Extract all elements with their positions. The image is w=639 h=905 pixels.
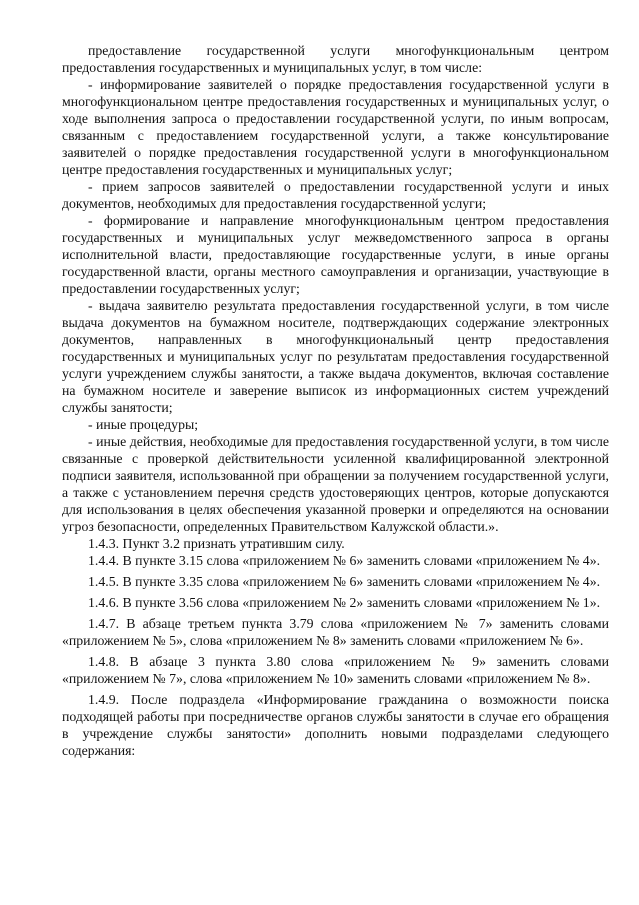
paragraph-1-4-6: 1.4.6. В пункте 3.56 слова «приложением № 2» заменить словами «приложением № 1». [88, 595, 601, 610]
paragraph-item-interagency-request: - формирование и направление многофункциональным центром предоставления государственных и муниципальных услуг межведомственного запроса в органы исполнительной власти, предоставляющие государственные услуги, в иные органы государственной власти, органы местного самоуправления и организации, участвующие в предоставлении государственных услуг; [62, 213, 609, 296]
paragraph-item-result-issuance: - выдача заявителю результата предоставления государственной услуги, в том числе выдача документов на бумажном носителе, подтверждающих содержание электронных документов, направленных в многофункциональный центр предоставления государственных и муниципальных услуг по результатам предоставления государственной услуги учреждением службы занятости, а также выдача документов, включая составление на бумажном носителе и заверение выписок из информационных систем учреждений службы занятости; [62, 298, 609, 415]
paragraph-1-4-4: 1.4.4. В пункте 3.15 слова «приложением № 6» заменить словами «приложением № 4». [88, 553, 601, 568]
document-page [62, 42, 609, 759]
paragraph-1-4-5: 1.4.5. В пункте 3.35 слова «приложением № 6» заменить словами «приложением № 4». [88, 574, 601, 589]
paragraph-1-4-3: 1.4.3. Пункт 3.2 признать утратившим силу. [88, 536, 345, 551]
paragraph-1-4-8: 1.4.8. В абзаце 3 пункта 3.80 слова «приложением № 9» заменить словами «приложением № 7», слова «приложением № 10» заменить словами «приложением № 8». [62, 654, 609, 686]
paragraph-item-reception: - прием запросов заявителей о предоставлении государственной услуги и иных документов, необходимых для предоставления государственной услуги; [62, 179, 609, 211]
paragraph-item-informing: - информирование заявителей о порядке предоставления государственной услуги в многофункциональном центре предоставления государственных и муниципальных услуг, о ходе выполнения запроса о предоставлении государственной услуги, по иным вопросам, связанным с предоставлением государственной услуги, а также консультирование заявителей о порядке предоставления государственной услуги в многофункциональном центре предоставления государственных и муниципальных услуг; [62, 77, 609, 177]
paragraph-item-other-actions: - иные действия, необходимые для предоставления государственной услуги, в том числе связанные с проверкой действительности усиленной квалифицированной электронной подписи заявителя, использованной при обращении за получением государственной услуги, а также с установлением перечня средств удостоверяющих центров, которые допускаются для использования в целях обеспечения указанной проверки и определяются на основании угроз безопасности, определенных Правительством Калужской области.». [62, 434, 609, 534]
paragraph-intro: предоставление государственной услуги многофункциональным центром предоставления государственных и муниципальных услуг, в том числе: [62, 43, 609, 75]
paragraph-1-4-9: 1.4.9. После подраздела «Информирование гражданина о возможности поиска подходящей работы при посредничестве органов службы занятости в случае его обращения в учреждение службы занятости» дополнить новыми подразделами следующего содержания: [62, 692, 609, 758]
paragraph-item-other-procedures: - иные процедуры; [88, 417, 199, 432]
paragraph-1-4-7: 1.4.7. В абзаце третьем пункта 3.79 слова «приложением № 7» заменить словами «приложением № 5», слова «приложением № 8» заменить словами «приложением № 6». [62, 616, 609, 648]
